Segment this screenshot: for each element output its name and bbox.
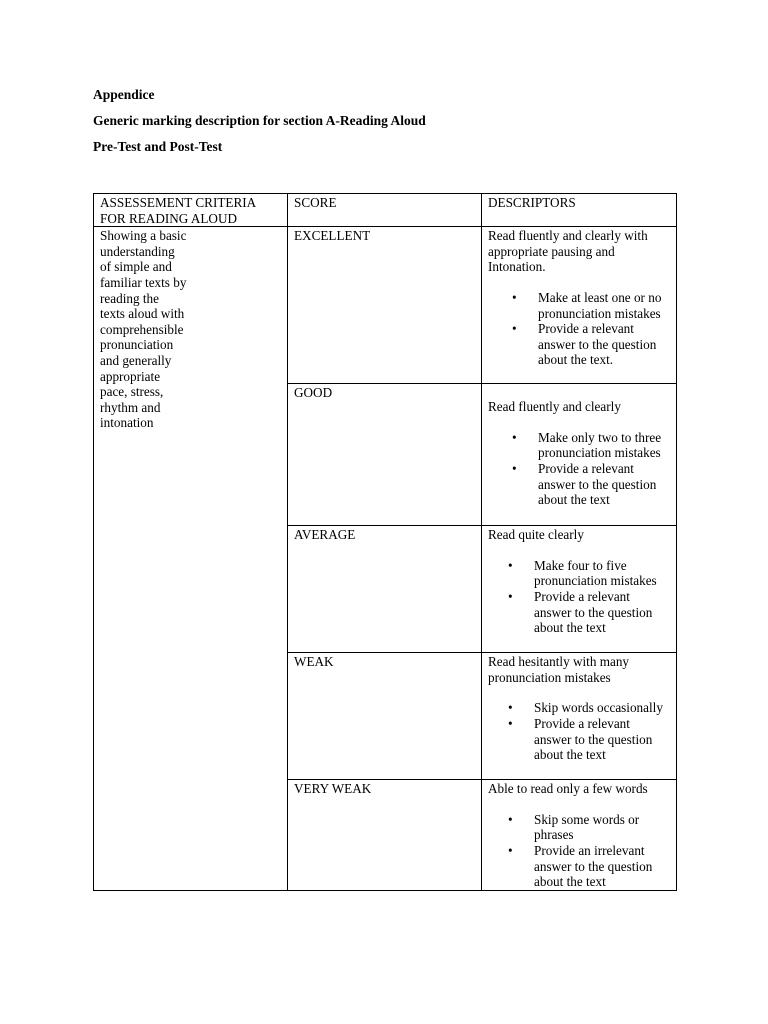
score-cell: AVERAGE	[288, 526, 482, 653]
list-item	[488, 321, 670, 368]
document-title: Generic marking description for section A-Reading Aloud	[93, 113, 426, 128]
list-item	[488, 290, 670, 321]
list-item	[488, 430, 670, 461]
criteria-line: rhythm and	[100, 399, 161, 415]
bullet-icon: •	[508, 715, 513, 731]
bullet-icon: •	[508, 842, 513, 858]
header-criteria: ASSESSEMENT CRITERIA FOR READING ALOUD	[94, 194, 288, 227]
descriptor-intro: Read fluently and clearly with appropriate pausing and Intonation.	[488, 228, 648, 275]
descriptor-bullet: Provide a relevant answer to the question about the text.	[538, 321, 657, 368]
descriptor-list	[488, 558, 670, 636]
list-item	[488, 716, 670, 763]
marking-rubric-table	[93, 193, 677, 891]
descriptor-list	[488, 812, 670, 890]
header-descriptors: DESCRIPTORS	[482, 194, 677, 227]
criteria-line: Showing a basic	[100, 228, 187, 244]
criteria-line: of simple and	[100, 259, 172, 275]
score-cell: EXCELLENT	[288, 227, 482, 384]
criteria-line: comprehensible	[100, 321, 184, 337]
descriptor-cell	[482, 526, 677, 653]
descriptor-list	[488, 290, 670, 368]
descriptor-bullet: Make at least one or no pronunciation mistakes	[538, 289, 662, 321]
bullet-icon: •	[512, 429, 517, 445]
criteria-cell	[94, 227, 288, 891]
descriptor-bullet: Provide a relevant answer to the question about the text	[538, 460, 657, 508]
descriptor-bullet: Provide an irrelevant answer to the question about the text	[534, 842, 653, 890]
descriptor-cell	[482, 227, 677, 384]
list-item	[488, 461, 670, 508]
criteria-line: appropriate	[100, 368, 161, 384]
list-item	[488, 843, 670, 890]
criteria-line: intonation	[100, 415, 154, 431]
bullet-icon: •	[508, 811, 513, 827]
descriptor-intro: Able to read only a few words	[488, 781, 648, 797]
criteria-line: reading the	[100, 290, 159, 306]
descriptor-cell	[482, 384, 677, 526]
descriptor-list	[488, 700, 670, 762]
criteria-line: familiar texts by	[100, 274, 187, 290]
list-item	[488, 558, 670, 589]
descriptor-intro: Read fluently and clearly	[488, 399, 621, 415]
descriptor-bullet: Skip words occasionally	[534, 700, 663, 716]
descriptor-intro: Read quite clearly	[488, 527, 584, 543]
descriptor-bullet: Make only two to three pronunciation mistakes	[538, 429, 662, 461]
criteria-line: pace, stress,	[100, 384, 164, 400]
bullet-icon: •	[512, 460, 517, 476]
score-cell: GOOD	[288, 384, 482, 526]
document-subtitle: Pre-Test and Post-Test	[93, 139, 223, 154]
criteria-line: and generally	[100, 352, 172, 368]
score-cell: VERY WEAK	[288, 780, 482, 891]
descriptor-bullet: Make four to five pronunciation mistakes	[534, 557, 657, 589]
bullet-icon: •	[508, 557, 513, 573]
descriptor-list	[488, 430, 670, 508]
list-item	[488, 589, 670, 636]
descriptor-intro: Read hesitantly with many pronunciation mistakes	[488, 654, 630, 685]
descriptor-bullet: Provide a relevant answer to the question about the text	[534, 715, 653, 763]
list-item	[488, 812, 670, 843]
criteria-line: understanding	[100, 243, 175, 259]
table-row	[94, 227, 677, 384]
criteria-line: pronunciation	[100, 337, 174, 353]
score-cell: WEAK	[288, 653, 482, 780]
header-score: SCORE	[288, 194, 482, 227]
list-item	[488, 700, 670, 716]
criteria-line: texts aloud with	[100, 306, 185, 322]
descriptor-cell	[482, 653, 677, 780]
bullet-icon: •	[508, 588, 513, 604]
appendix-title: Appendice	[93, 87, 155, 102]
table-header-row	[94, 194, 677, 227]
bullet-icon: •	[512, 321, 517, 337]
descriptor-bullet: Provide a relevant answer to the question about the text	[534, 588, 653, 636]
bullet-icon: •	[508, 700, 513, 716]
descriptor-cell	[482, 780, 677, 891]
bullet-icon: •	[512, 289, 517, 305]
descriptor-bullet: Skip some words or phrases	[534, 811, 640, 843]
